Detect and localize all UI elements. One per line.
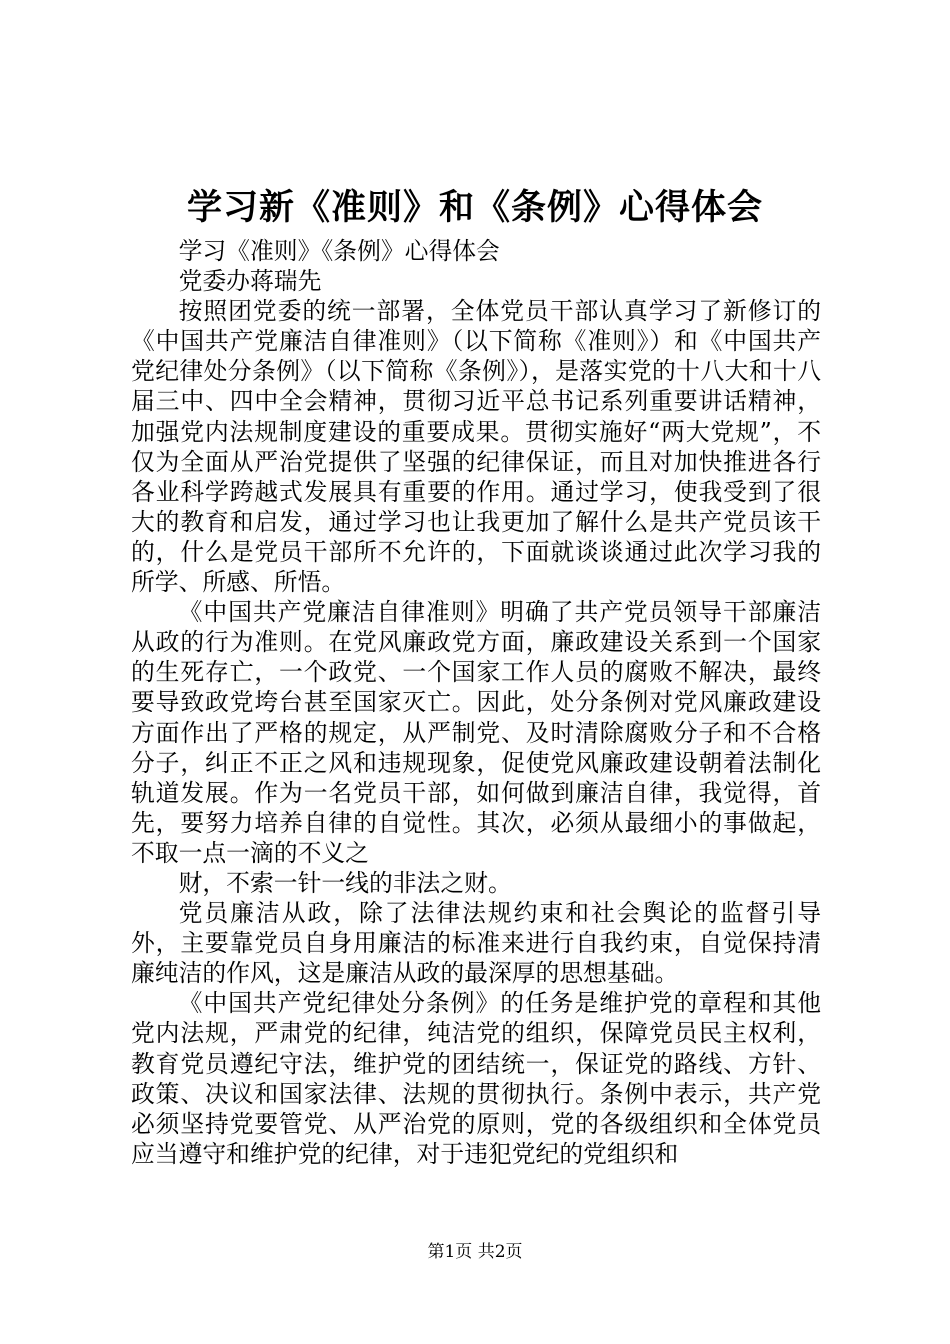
- page-footer: 第1页 共2页: [427, 1242, 523, 1262]
- body-paragraph: 《中国共产党廉洁自律准则》明确了共产党员领导干部廉洁从政的行为准则。在党风廉政党方面，廉政建设关系到一个国家的生死存亡，一个政党、一个国家工作人员的腐败不解决，最终要导致政党垮台甚至国家灭亡。因此，处分条例对党风廉政建设方面作出了严格的规定，从严制党、及时清除腐败分子和不合格分子，纠正不正之风和违规现象，促使党风廉政建设朝着法制化轨道发展。作为一名党员干部，如何做到廉洁自律，我觉得，首先，要努力培养自律的自觉性。其次，必须从最细小的事做起，不取一点一滴的不义之: [131, 598, 821, 867]
- document-body: [131, 236, 821, 1169]
- document-title: 学习新《准则》和《条例》心得体会: [186, 187, 763, 228]
- body-paragraph: 财，不索一针一线的非法之财。: [178, 868, 512, 897]
- body-paragraph: 党员廉洁从政，除了法律法规约束和社会舆论的监督引导外，主要靠党员自身用廉洁的标准来进行自我约束，自觉保持清廉纯洁的作风，这是廉洁从政的最深厚的思想基础。: [131, 899, 821, 988]
- subtitle-paragraph: 学习《准则》《条例》心得体会: [178, 237, 500, 265]
- body-paragraph: 《中国共产党纪律处分条例》的任务是维护党的章程和其他党内法规，严肃党的纪律，纯洁党的组织，保障党员民主权利，教育党员遵纪守法，维护党的团结统一，保证党的路线、方针、政策、决议和国家法律、法规的贯彻执行。条例中表示，共产党必须坚持党要管党、从严治党的原则，党的各级组织和全体党员应当遵守和维护党的纪律，对于违犯党纪的党组织和: [131, 989, 821, 1168]
- body-paragraph: 按照团党委的统一部署，全体党员干部认真学习了新修订的《中国共产党廉洁自律准则》（以下简称《准则》）和《中国共产党纪律处分条例》（以下简称《条例》），是落实党的十八大和十八届三中、四中全会精神，贯彻习近平总书记系列重要讲话精神，加强党内法规制度建设的重要成果。贯彻实施好“两大党规”，不仅为全面从严治党提供了坚强的纪律保证，而且对加快推进各行各业科学跨越式发展具有重要的作用。通过学习，使我受到了很大的教育和启发，通过学习也让我更加了解什么是共产党员该干的，什么是党员干部所不允许的，下面就谈谈通过此次学习我的所学、所感、所悟。: [131, 297, 821, 597]
- author-paragraph: 党委办蒋瑞先: [178, 267, 322, 296]
